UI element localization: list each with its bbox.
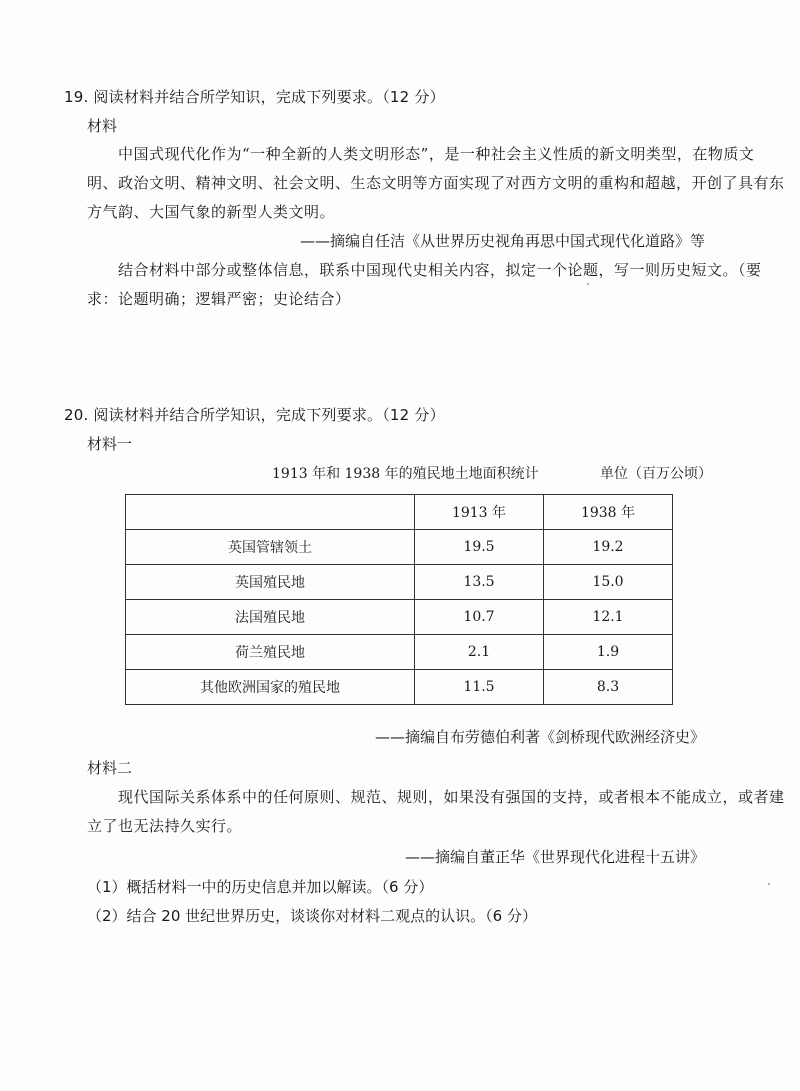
scan-speck [587,283,589,285]
row-1913: 19.5 [415,530,544,565]
table-unit: 单位（百万公顷） [600,466,712,482]
row-1913: 2.1 [415,635,544,670]
q20-source-1: ——摘编自布劳德伯利著《剑桥现代欧洲经济史》 [374,728,705,746]
table-header-row [126,495,673,530]
table-row [126,530,673,565]
q20-material2-label: 材料二 [87,759,133,777]
table-row [126,670,673,705]
sub-question-1: （1）概括材料一中的历史信息并加以解读。（6 分） [87,878,434,896]
q20-material2-line-2: 立了也无法持久实行。 [87,817,243,835]
question-20-title: 20. 阅读材料并结合所学知识，完成下列要求。（12 分） [64,406,445,424]
row-name: 法国殖民地 [126,600,415,635]
q20-material2-line-1: 现代国际关系体系中的任何原则、规范、规则，如果没有强国的支持，或者根本不能成立，或者建 [118,788,785,806]
table-header-blank [126,495,415,530]
row-1938: 12.1 [544,600,673,635]
q19-task-line-1: 结合材料中部分或整体信息，联系中国现代史相关内容，拟定一个论题，写一则历史短文。（要 [118,261,762,279]
q19-task-line-2: 求：论题明确；逻辑严密；史论结合） [87,290,351,308]
row-1938: 15.0 [544,565,673,600]
row-name: 其他欧洲国家的殖民地 [126,670,415,705]
q19-material-line-2: 明、政治文明、精神文明、社会文明、生态文明等方面实现了对西方文明的重构和超越，开创了具有东 [87,174,785,192]
q20-source-2: ——摘编自董正华《世界现代化进程十五讲》 [404,848,705,866]
row-1938: 19.2 [544,530,673,565]
question-19-title: 19. 阅读材料并结合所学知识，完成下列要求。（12 分） [64,88,445,106]
scan-speck [768,883,770,885]
table-row [126,565,673,600]
row-name: 英国殖民地 [126,565,415,600]
row-1913: 11.5 [415,670,544,705]
row-name: 荷兰殖民地 [126,635,415,670]
q19-source: ——摘编自任洁《从世界历史视角再思中国式现代化道路》等 [299,232,705,250]
row-name: 英国管辖领土 [126,530,415,565]
table-row [126,600,673,635]
table-header-1913: 1913 年 [415,495,544,530]
q19-material-label: 材料 [87,117,118,135]
row-1913: 13.5 [415,565,544,600]
q19-material-line-1: 中国式现代化作为“一种全新的人类文明形态”，是一种社会主义性质的新文明类型，在物质文 [118,145,755,163]
table-header-1938: 1938 年 [544,495,673,530]
q20-material1-label: 材料一 [87,435,133,453]
q19-material-line-3: 方气韵、大国气象的新型人类文明。 [87,203,336,221]
row-1938: 8.3 [544,670,673,705]
table-caption: 1913 年和 1938 年的殖民地土地面积统计 [272,466,539,482]
table-row [126,635,673,670]
row-1913: 10.7 [415,600,544,635]
row-1938: 1.9 [544,635,673,670]
sub-question-2: （2）结合 20 世纪世界历史，谈谈你对材料二观点的认识。（6 分） [87,907,537,925]
colony-area-table [125,494,673,705]
